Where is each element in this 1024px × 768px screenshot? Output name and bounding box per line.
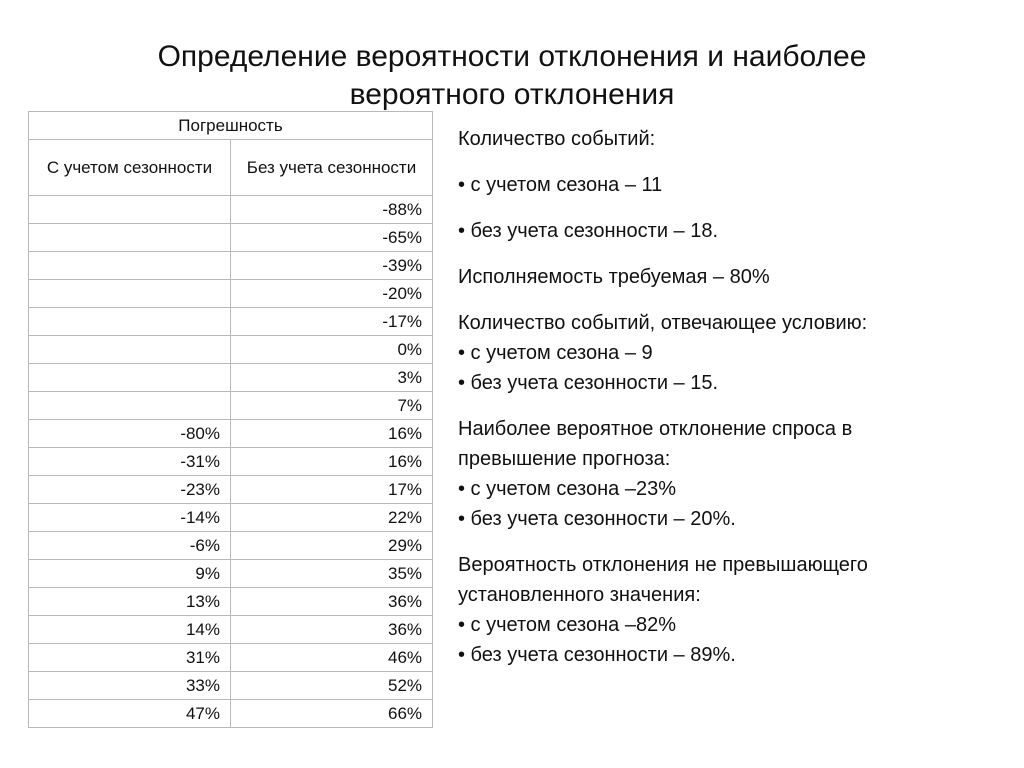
cell-seasonal: 47% (29, 700, 231, 728)
cell-seasonal: 14% (29, 616, 231, 644)
cell-seasonal (29, 336, 231, 364)
cell-nonseasonal: 0% (231, 336, 433, 364)
cell-nonseasonal: 35% (231, 560, 433, 588)
deviation-probability-seasonal: • с учетом сезона –82% (458, 614, 676, 636)
table-row (29, 224, 433, 252)
most-probable-deviation-block (458, 414, 1008, 534)
cell-nonseasonal: 52% (231, 672, 433, 700)
cell-seasonal: 13% (29, 588, 231, 616)
cell-seasonal: 31% (29, 644, 231, 672)
cell-nonseasonal: 7% (231, 392, 433, 420)
table-row (29, 476, 433, 504)
deviation-probability-block (458, 550, 1008, 670)
cell-seasonal (29, 392, 231, 420)
table-row (29, 672, 433, 700)
table-row (29, 420, 433, 448)
table-row (29, 364, 433, 392)
most-probable-deviation-label-1: Наиболее вероятное отклонение спроса в (458, 418, 853, 440)
events-count-label: Количество событий: (458, 128, 656, 150)
cell-nonseasonal: -20% (231, 280, 433, 308)
cell-nonseasonal: 3% (231, 364, 433, 392)
table-row (29, 448, 433, 476)
most-probable-deviation-nonseasonal: • без учета сезонности – 20%. (458, 508, 736, 530)
most-probable-deviation-label-2: превышение прогноза: (458, 448, 671, 470)
cell-seasonal (29, 224, 231, 252)
cell-seasonal: -6% (29, 532, 231, 560)
table-row (29, 308, 433, 336)
table-row (29, 532, 433, 560)
cell-nonseasonal: 46% (231, 644, 433, 672)
table-row (29, 392, 433, 420)
cell-seasonal: -31% (29, 448, 231, 476)
title-line-2: вероятного отклонения (349, 78, 675, 111)
cell-seasonal: 9% (29, 560, 231, 588)
cell-nonseasonal: 29% (231, 532, 433, 560)
slide-title (0, 38, 1024, 114)
table-row (29, 280, 433, 308)
cell-seasonal (29, 308, 231, 336)
cell-nonseasonal: 16% (231, 448, 433, 476)
table-row (29, 700, 433, 728)
cell-nonseasonal: -17% (231, 308, 433, 336)
cell-nonseasonal: -65% (231, 224, 433, 252)
cell-nonseasonal: 22% (231, 504, 433, 532)
condition-events-block (458, 308, 1008, 398)
condition-events-label: Количество событий, отвечающее условию: (458, 312, 868, 334)
cell-seasonal (29, 252, 231, 280)
table-row (29, 588, 433, 616)
events-seasonal: • с учетом сезона – 11 (458, 174, 663, 196)
table-row (29, 616, 433, 644)
cell-seasonal: 33% (29, 672, 231, 700)
most-probable-deviation-seasonal: • с учетом сезона –23% (458, 478, 676, 500)
cell-nonseasonal: 36% (231, 616, 433, 644)
cell-seasonal (29, 280, 231, 308)
required-execution: Исполняемость требуемая – 80% (458, 266, 770, 288)
events-nonseasonal: • без учета сезонности – 18. (458, 220, 719, 242)
deviation-probability-label-1: Вероятность отклонения не превышающего (458, 554, 868, 576)
deviation-probability-label-2: установленного значения: (458, 584, 701, 606)
cell-seasonal: -80% (29, 420, 231, 448)
cell-seasonal: -14% (29, 504, 231, 532)
cell-seasonal: -23% (29, 476, 231, 504)
cell-nonseasonal: 66% (231, 700, 433, 728)
table-header: Погрешность (29, 112, 433, 140)
table-body (29, 196, 433, 728)
cell-nonseasonal: 36% (231, 588, 433, 616)
cell-seasonal (29, 196, 231, 224)
condition-events-nonseasonal: • без учета сезонности – 15. (458, 372, 719, 394)
cell-nonseasonal: -88% (231, 196, 433, 224)
table-row (29, 560, 433, 588)
cell-nonseasonal: 17% (231, 476, 433, 504)
table-row (29, 504, 433, 532)
error-table (28, 111, 433, 728)
table-row (29, 336, 433, 364)
cell-seasonal (29, 364, 231, 392)
deviation-probability-nonseasonal: • без учета сезонности – 89%. (458, 644, 736, 666)
column-header-nonseasonal: Без учета сезонности (231, 140, 433, 196)
table-row (29, 644, 433, 672)
cell-nonseasonal: -39% (231, 252, 433, 280)
cell-nonseasonal: 16% (231, 420, 433, 448)
table-row (29, 196, 433, 224)
info-panel (458, 124, 1008, 686)
title-line-1: Определение вероятности отклонения и наиболее (157, 40, 867, 73)
condition-events-seasonal: • с учетом сезона – 9 (458, 342, 653, 364)
table-row (29, 252, 433, 280)
column-header-seasonal: С учетом сезонности (29, 140, 231, 196)
